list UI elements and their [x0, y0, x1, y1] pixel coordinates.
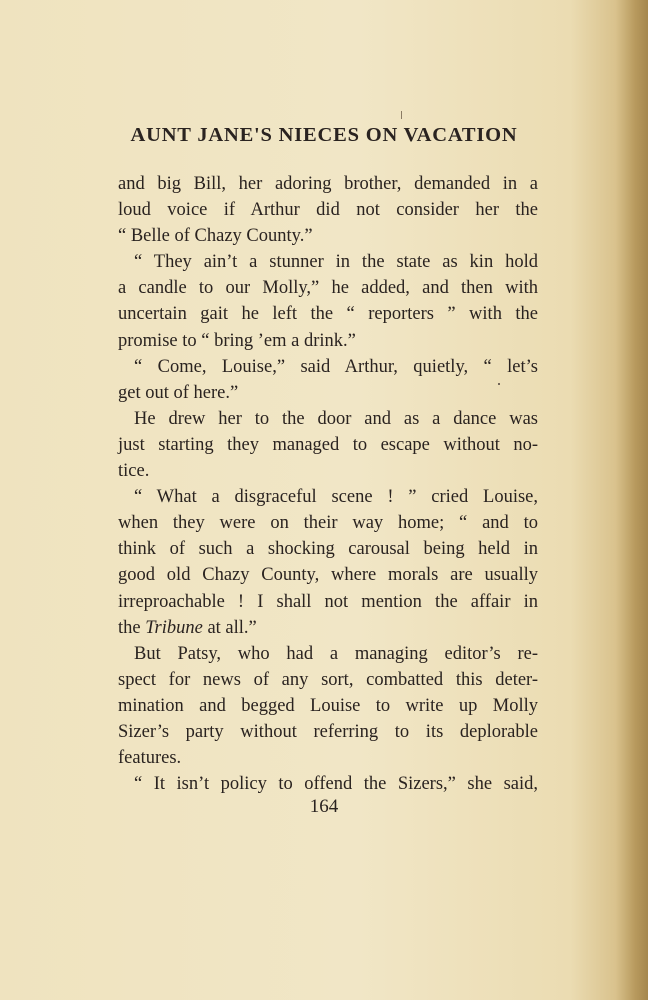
paragraph-3	[118, 354, 538, 406]
text-line: uncertain gait he left the “ reporters ” with the	[118, 304, 538, 325]
text-line	[118, 615, 538, 641]
newspaper-title: Tribune	[145, 617, 203, 638]
text-line: Sizer’s party without referring to its deplorable	[118, 721, 538, 742]
text-line: loud voice if Arthur did not consider her the	[118, 200, 538, 221]
text-line: and big Bill, her adoring brother, demanded in a	[118, 174, 538, 194]
text-line: But Patsy, who had a managing editor’s re-	[134, 643, 538, 664]
text-line: promise to “ bring ’em a drink.”	[118, 330, 356, 351]
paper-mark	[401, 111, 402, 119]
text-line: He drew her to the door and as a dance was	[134, 408, 538, 429]
text-fragment: at all.”	[202, 617, 257, 638]
page-body	[118, 171, 538, 797]
text-line: a candle to our Molly,” he added, and then with	[118, 278, 538, 299]
text-line: good old Chazy County, where morals are usually	[118, 565, 538, 586]
text-line: think of such a shocking carousal being held in	[118, 539, 538, 560]
paragraph-2	[118, 249, 538, 353]
text-line: “ What a disgraceful scene ! ” cried Louise,	[134, 487, 538, 508]
text-line: irreproachable ! I shall not mention the affair in	[118, 591, 538, 612]
text-line: mination and begged Louise to write up Molly	[118, 695, 538, 716]
page-number: 164	[309, 796, 339, 817]
paragraph-1	[118, 171, 538, 249]
paragraph-6	[118, 641, 538, 771]
text-line: features.	[118, 748, 182, 769]
paragraph-7	[118, 771, 538, 797]
text-line: when they were on their way home; “ and to	[118, 513, 538, 534]
text-line: “ Come, Louise,” said Arthur, quietly, “ let’s	[134, 356, 538, 377]
paragraph-5	[118, 484, 538, 641]
running-header: AUNT JANE'S NIECES ON VACATION	[130, 124, 518, 146]
text-line: get out of here.”	[118, 382, 239, 403]
ink-speck	[498, 383, 500, 385]
text-line: tice.	[118, 461, 150, 482]
text-line: just starting they managed to escape without no-	[118, 434, 538, 455]
text-line: “ It isn’t policy to offend the Sizers,” she said,	[134, 774, 538, 795]
text-line: “ Belle of Chazy County.”	[118, 226, 313, 247]
text-fragment: the	[118, 617, 146, 638]
text-line: spect for news of any sort, combatted this deter-	[118, 669, 538, 690]
paragraph-4	[118, 406, 538, 484]
text-line: “ They ain’t a stunner in the state as kin hold	[134, 252, 538, 273]
